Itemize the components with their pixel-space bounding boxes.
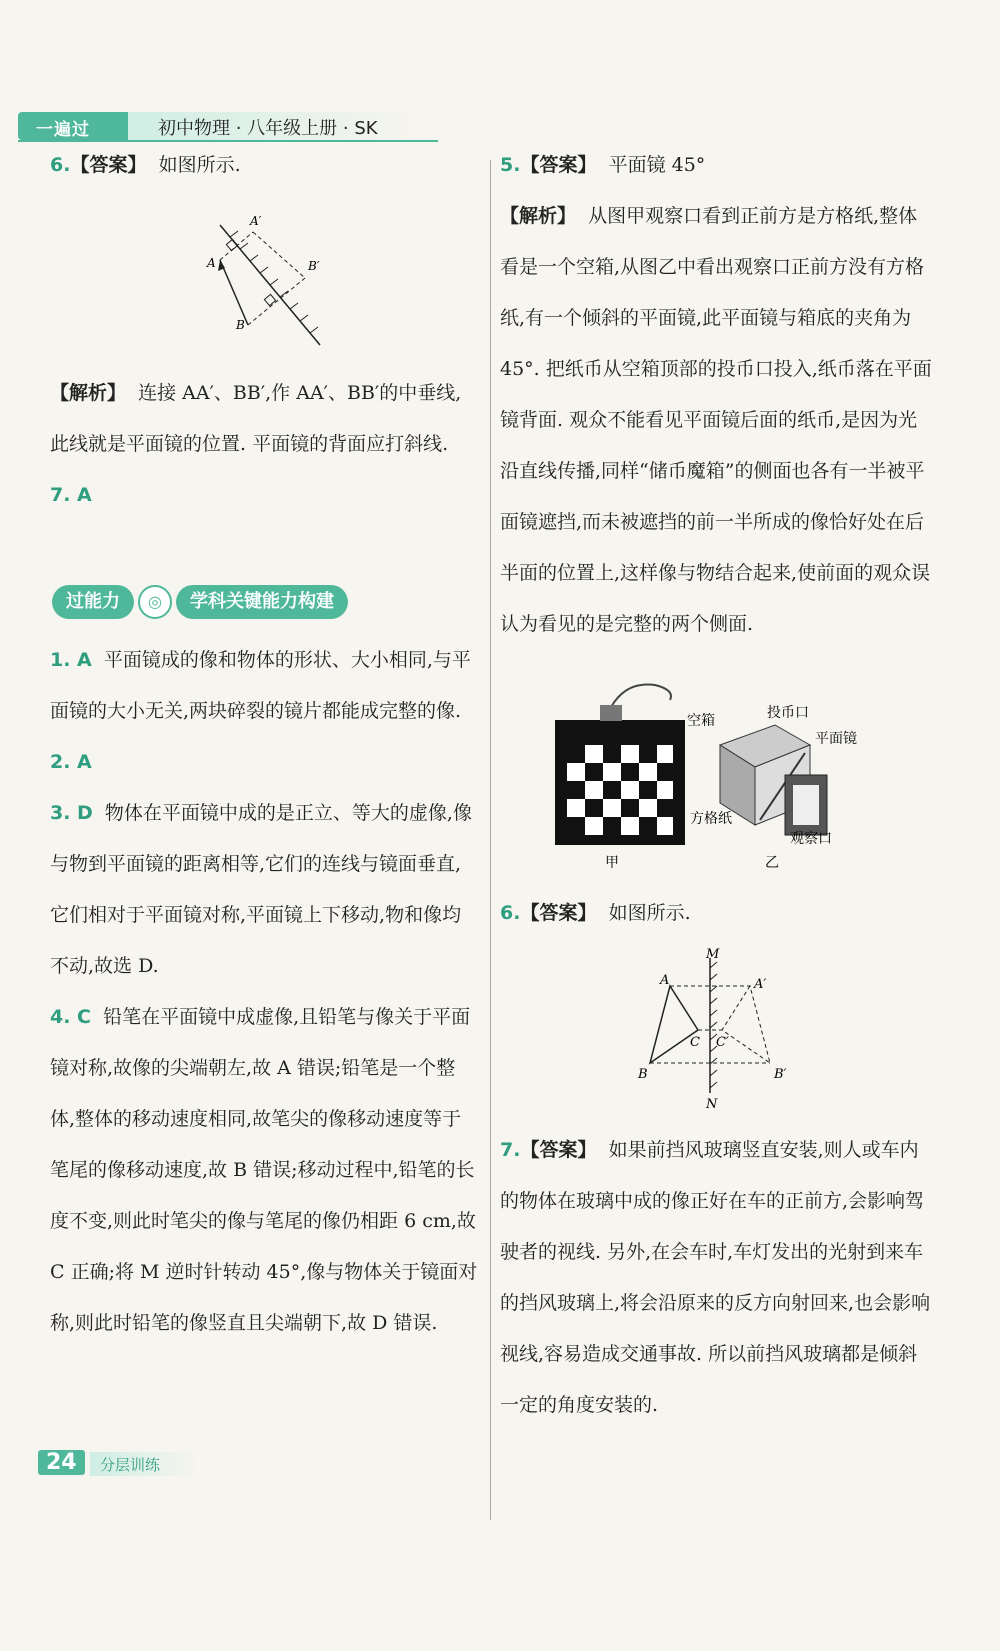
label-C1: C′: [716, 1035, 729, 1050]
window-opening: [793, 785, 819, 825]
label-jia: 甲: [605, 855, 619, 871]
left-column: [50, 140, 480, 191]
page-number: 24: [38, 1450, 85, 1475]
label-B: B: [638, 1067, 648, 1082]
a1: 1. A 平面镜成的像和物体的形状、大小相同,与平面镜的大小无关,两块碎裂的镜片都能成完整的像.: [50, 649, 471, 722]
section-subtitle: 学科关键能力构建: [176, 585, 348, 619]
coin: [600, 705, 622, 721]
book-title: 初中物理 · 八年级上册 · SK: [158, 118, 378, 139]
q7-answer: 7. A: [50, 484, 92, 506]
right-column-3: [500, 1125, 935, 1431]
q6-analysis: 【解析】 连接 AA′、BB′,作 AA′、BB′的中垂线,此线就是平面镜的位置. 平面镜的背面应打斜线.: [50, 382, 462, 455]
triangle-A1B1C1: [722, 986, 770, 1063]
object-AB: [220, 260, 248, 325]
figure-jia: [555, 684, 685, 871]
label-A1: A′: [754, 977, 767, 992]
right-angle-mark: [264, 294, 275, 305]
q5-answer: 5.【答案】 平面镜 45°: [500, 154, 706, 176]
label-window: 观察口: [790, 831, 832, 847]
brand-logo: 一遍过: [18, 112, 128, 140]
section-banner: [52, 585, 348, 621]
column-divider: [490, 160, 491, 1520]
right-column: [500, 140, 935, 650]
medal-icon: ◎: [138, 585, 172, 619]
q6r-answer: 6.【答案】 如图所示.: [500, 902, 691, 924]
label-mirror: 平面镜: [815, 731, 857, 747]
label-B1: B′: [774, 1067, 787, 1082]
label-N: N: [706, 1097, 718, 1112]
left-column-3: [50, 635, 480, 1349]
section-label: 过能力: [52, 585, 134, 619]
label-B: B: [236, 318, 245, 332]
label-M: M: [706, 948, 720, 962]
q5-analysis: 【解析】 从图甲观察口看到正前方是方格纸,整体看是一个空箱,从图乙中看出观察口正前方没有方格纸,有一个倾斜的平面镜,此平面镜与箱底的夹角为45°. 把纸币从空箱顶部的投币口投入,纸币落在平面镜背面. 观众不能看见平面镜后面的纸币,是因为光沿直线传播,同样“储币魔箱”的侧面也各有一半被平面镜遮挡,而未被遮挡的前一半所成的像恰好处在后半面的位置上,这样像与物结合起来,使前面的观众误认为看见的是完整的两个侧面.: [500, 205, 932, 635]
a4: 4. C 铅笔在平面镜中成虚像,且铅笔与像关于平面镜对称,故像的尖端朝左,故 A 错误;铅笔是一个整体,整体的移动速度相同,故笔尖的像移动速度等于笔尾的像移动速度,故 B 错误;移动过程中,铅笔的长度不变,则此时笔尖的像与笔尾的像仍相距 6 cm,故 C 正确;将 M 逆时针转动 45°,像与物体关于镜面对称,则此时铅笔的像竖直且尖端朝下,故 D 错误.: [50, 1006, 478, 1334]
label-A1: A′: [250, 214, 262, 228]
label-grid-paper: 方格纸: [690, 811, 732, 827]
figure-yi: [687, 704, 857, 871]
q6-answer: 6.【答案】 如图所示.: [50, 154, 241, 176]
a3: 3. D 物体在平面镜中成的是正立、等大的虚像,像与物到平面镜的距离相等,它们的连线与镜面垂直,它们相对于平面镜对称,平面镜上下移动,物和像均不动,故选 D.: [50, 802, 472, 977]
label-C: C: [690, 1035, 700, 1050]
label-B1: B′: [308, 259, 320, 273]
label-coin-slot: 投币口: [767, 705, 809, 721]
mirror-hatch: [710, 962, 717, 1088]
right-column-2: [500, 888, 935, 939]
label-A: A: [207, 256, 216, 270]
a2: 2. A: [50, 751, 92, 773]
image-A1B1: [253, 232, 305, 278]
page-header: [18, 112, 418, 140]
label-empty-box: 空箱: [687, 713, 715, 729]
label-A: A: [660, 973, 670, 988]
q7r-answer: 7.【答案】 如果前挡风玻璃竖直安装,则人或车内的物体在玻璃中成的像正好在车的正前方,会影响驾驶者的视线. 另外,在会车时,车灯发出的光射到来车的挡风玻璃上,将会沿原来的反方向射回来,也会影响视线,容易造成交通事故. 所以前挡风玻璃都是倾斜一定的角度安装的.: [500, 1139, 931, 1416]
q6r-triangle-diagram: [630, 948, 810, 1113]
triangle-ABC: [650, 986, 698, 1063]
dash-BB1: [248, 278, 305, 325]
q6-mirror-diagram: [190, 205, 340, 355]
left-column-2: [50, 368, 480, 521]
magic-box-figure: [545, 675, 895, 875]
label-yi: 乙: [765, 855, 779, 871]
footer-label: 分层训练: [100, 1456, 161, 1474]
